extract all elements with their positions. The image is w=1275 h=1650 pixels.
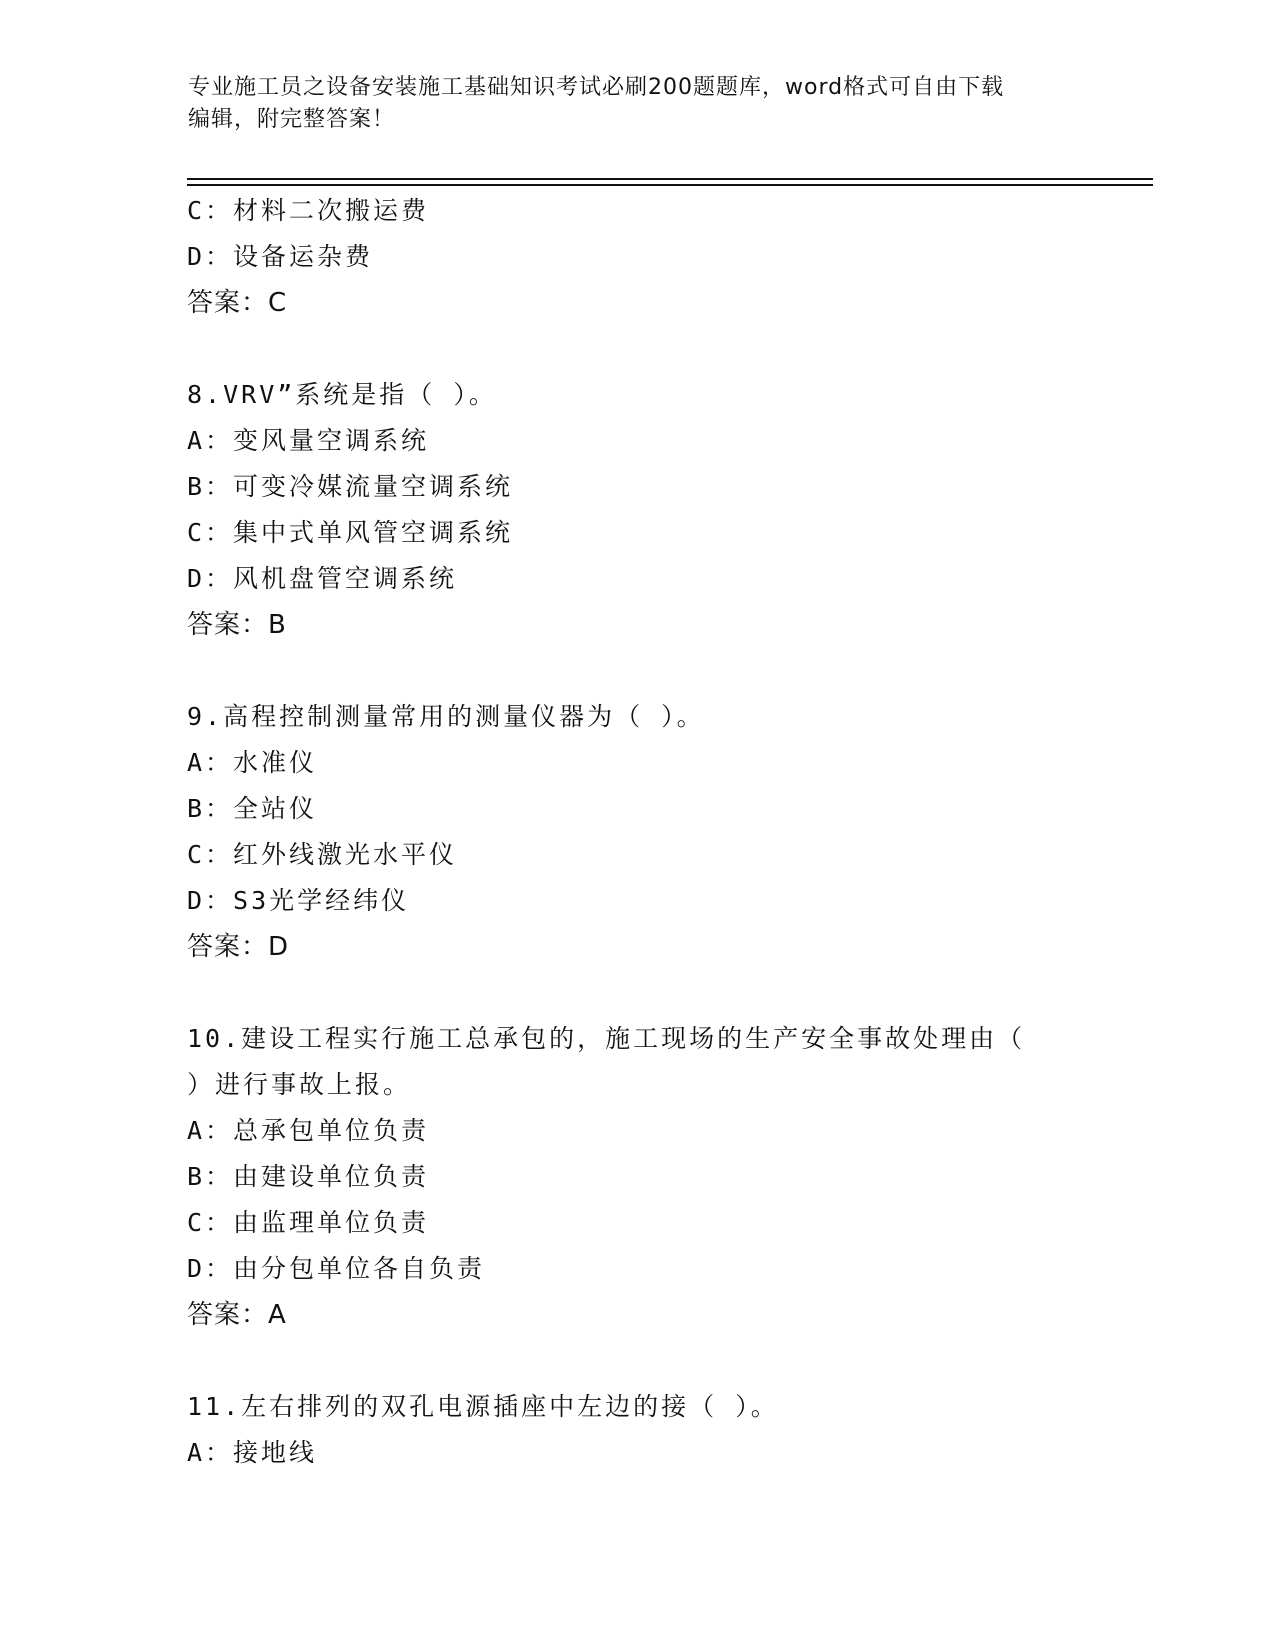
option-c: C：红外线激光水平仪 (187, 840, 458, 869)
block-gap (187, 1338, 1107, 1384)
answer-line: 答案：B (187, 610, 287, 640)
question-stem-continued: ）进行事故上报。 (187, 1070, 412, 1099)
document-header (188, 72, 1088, 136)
option-d: D：设备运杂费 (187, 242, 374, 271)
option-b: B：可变冷媒流量空调系统 (187, 472, 514, 501)
answer-line: 答案：A (187, 1300, 287, 1330)
option-a: A：水准仪 (187, 748, 318, 777)
option-c: C：集中式单风管空调系统 (187, 518, 514, 547)
document-body (187, 188, 1107, 1476)
question-block (187, 188, 1107, 326)
option-c: C：材料二次搬运费 (187, 196, 430, 225)
header-line-1: 专业施工员之设备安装施工基础知识考试必刷200题题库，word格式可自由下载 (188, 75, 1005, 100)
header-rule-bottom (187, 184, 1153, 186)
question-stem: 9.高程控制测量常用的测量仪器为（ ）。 (187, 702, 705, 731)
header-line-2: 编辑，附完整答案！ (188, 107, 396, 132)
block-gap (187, 648, 1107, 694)
option-a: A：总承包单位负责 (187, 1116, 430, 1145)
option-a: A：接地线 (187, 1438, 318, 1467)
option-a: A：变风量空调系统 (187, 426, 430, 455)
question-block (187, 1016, 1107, 1338)
question-block (187, 694, 1107, 970)
answer-line: 答案：D (187, 932, 290, 962)
header-rule-top (187, 178, 1153, 180)
question-stem: 8.VRV”系统是指（ ）。 (187, 380, 497, 409)
question-stem: 11.左右排列的双孔电源插座中左边的接（ ）。 (187, 1392, 779, 1421)
question-block (187, 372, 1107, 648)
option-b: B：由建设单位负责 (187, 1162, 430, 1191)
question-block (187, 1384, 1107, 1476)
option-c: C：由监理单位负责 (187, 1208, 430, 1237)
question-stem: 10.建设工程实行施工总承包的，施工现场的生产安全事故处理由（ (187, 1024, 1026, 1053)
answer-line: 答案：C (187, 288, 288, 318)
option-d: D：由分包单位各自负责 (187, 1254, 486, 1283)
option-d: D：S3光学经纬仪 (187, 886, 410, 915)
option-d: D：风机盘管空调系统 (187, 564, 458, 593)
option-b: B：全站仪 (187, 794, 318, 823)
block-gap (187, 970, 1107, 1016)
block-gap (187, 326, 1107, 372)
